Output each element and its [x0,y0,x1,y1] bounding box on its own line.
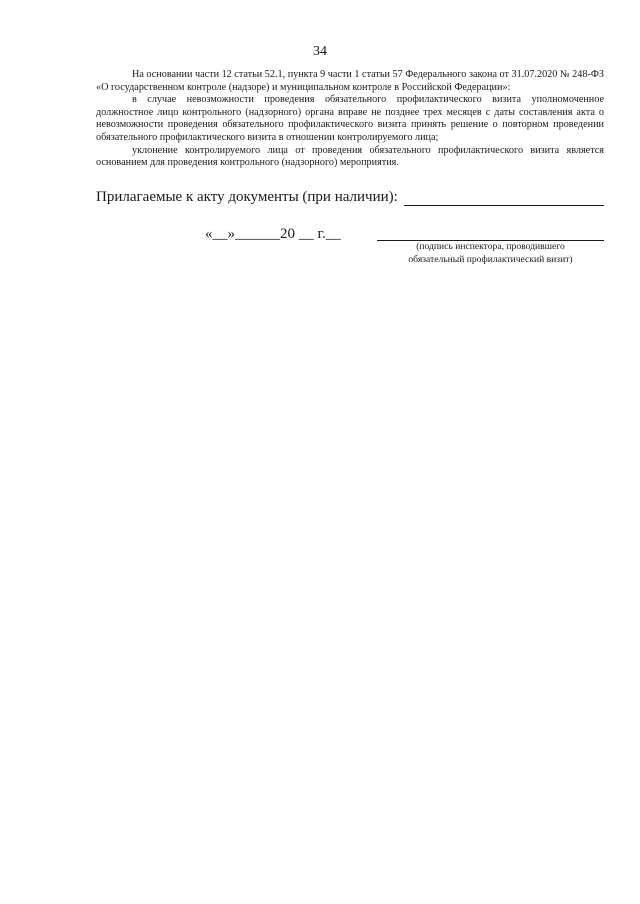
attachments-label: Прилагаемые к акту документы (при наличии): [96,189,398,205]
signature-caption-line-1: (подпись инспектора, проводившего [416,241,565,252]
attachments-fill-line [404,191,604,206]
body-text [96,69,604,170]
signature-caption-line-2: обязательный профилактический визит) [408,253,573,265]
attachments-row [96,189,604,206]
paragraph-repeat-visit: в случае невозможности проведения обязательного профилактического визита уполномоченное должностное лицо контрольного (надзорного) органа вправе не позднее трех месяцев с даты составления акта о невозможности проведения обязательного профилактического визита принять решение о повторном проведении обязательного профилактического визита в отношении контролируемого лица; [96,94,604,143]
page-number: 34 [313,44,327,59]
paragraph-legal-basis: На основании части 12 статьи 52.1, пункта 9 части 1 статьи 57 Федерального закона от 31.07.2020 № 248-ФЗ «О государственном контроле (надзоре) и муниципальном контроле в Российской Федерации»: [96,69,604,93]
paragraph-evasion: уклонение контролируемого лица от проведения обязательного профилактического визита является основанием для проведения контрольного (надзорного) мероприятия. [96,144,604,169]
signature-caption [377,241,604,266]
date-field: «__»______20 __ г.__ [205,226,341,242]
